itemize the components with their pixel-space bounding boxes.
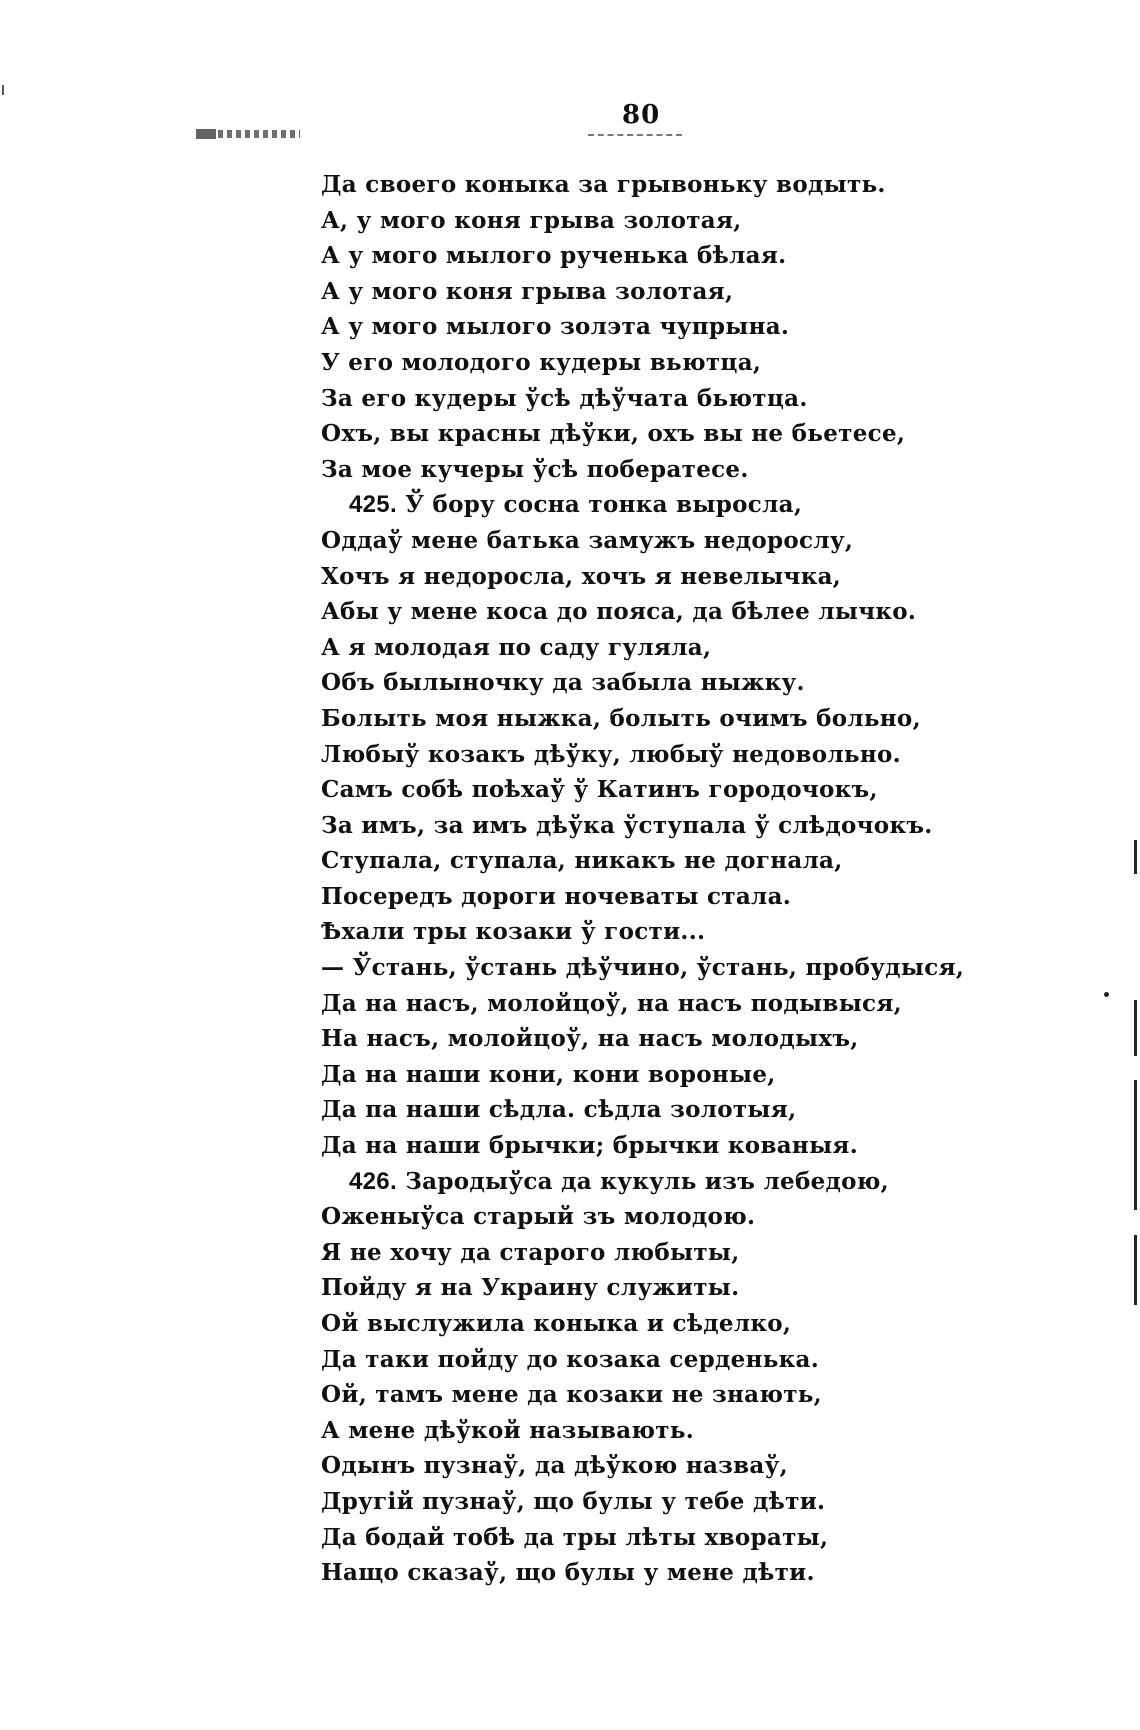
- verse-text: Ѣхали тры козаки ў гости...: [321, 918, 706, 946]
- verse-text: За мое кучеры ўсѣ побератесе.: [321, 455, 749, 483]
- verse-text: Да па наши сѣдла. сѣдла золотыя,: [321, 1096, 797, 1124]
- verse-text: Я не хочу да старого любыты,: [321, 1238, 740, 1266]
- verse-text: Да своего коныка за грывоньку водыть.: [321, 171, 886, 198]
- verse-text: Хочъ я недоросла, хочъ я невелычка,: [321, 562, 842, 590]
- verse-line: [321, 1128, 1101, 1164]
- verse-line: [321, 274, 1101, 310]
- scan-edge-mark: [1134, 1235, 1137, 1305]
- verse-line: [321, 737, 1101, 773]
- verse-text: А у мого коня грыва золотая,: [321, 277, 734, 305]
- verse-line: [321, 630, 1101, 666]
- scan-edge-mark: [2, 85, 4, 95]
- verse-text: Да на насъ, молойцоў, на насъ подывыся,: [321, 989, 902, 1017]
- verse-text: Да бодай тобѣ да тры лѣты хвораты,: [321, 1523, 829, 1551]
- verse-text: Одынъ пузнаў, да дѣўкою назваў,: [321, 1452, 788, 1480]
- scan-edge-mark: [1134, 840, 1137, 874]
- verse-text: Зародыўса да кукуль изъ лебедою,: [396, 1167, 889, 1195]
- verse-line: [321, 1306, 1101, 1342]
- verse-line: [321, 1235, 1101, 1271]
- verse-line: [321, 1555, 1101, 1591]
- verse-line: [321, 381, 1101, 417]
- page-number: 80: [622, 100, 661, 130]
- verse-text: Да на наши кони, кони вороные,: [321, 1060, 776, 1088]
- verse-text: Оддаў мене батька замужъ недорослу,: [321, 526, 854, 554]
- verse-text: Ступала, ступала, никакъ не догнала,: [321, 847, 843, 875]
- verse-line: [321, 594, 1101, 630]
- verse-line: [321, 701, 1101, 737]
- verse-text: Да на наши брычки; брычки кованыя.: [321, 1132, 859, 1160]
- verse-text: А у мого мылого золэта чупрына.: [321, 313, 790, 341]
- verse-text: Объ былыночку да забыла ныжку.: [321, 669, 805, 697]
- verse-line: [321, 1021, 1101, 1057]
- verse-line: [321, 238, 1101, 274]
- verse-line: [321, 1342, 1101, 1378]
- verse-line: [321, 167, 1101, 203]
- verse-text: Нащо сказаў, що булы у мене дѣти.: [321, 1559, 815, 1587]
- song-number: 426.: [349, 1167, 397, 1195]
- verse-line: [321, 523, 1101, 559]
- scan-edge-mark: [1134, 1080, 1137, 1210]
- song-start-line: [321, 1164, 1101, 1200]
- verse-text: А мене дѣўкой называють.: [321, 1416, 695, 1444]
- verse-line: [321, 772, 1101, 808]
- verse-line: [321, 1092, 1101, 1128]
- verse-line: [321, 843, 1101, 879]
- verse-line: [321, 1448, 1101, 1484]
- verse-line: [321, 1484, 1101, 1520]
- verse-line: [321, 309, 1101, 345]
- verse-text: Оженыўса старый зъ молодою.: [321, 1203, 756, 1231]
- verse-line: [321, 1199, 1101, 1235]
- verse-line: [321, 559, 1101, 595]
- verse-line: [321, 1057, 1101, 1093]
- poem-text-block: [321, 167, 1101, 1591]
- verse-line: [321, 452, 1101, 488]
- verse-text: За имъ, за имъ дѣўка ўступала ў слѣдочокъ.: [321, 811, 933, 839]
- song-number: 425.: [349, 491, 397, 519]
- verse-line: [321, 808, 1101, 844]
- verse-text: У его молодого кудеры вьютца,: [321, 348, 762, 376]
- header-ink-smudge: [200, 130, 300, 138]
- scan-edge-mark: [1134, 1000, 1137, 1056]
- verse-line: [321, 986, 1101, 1022]
- verse-text: Болыть моя ныжка, болыть очимъ больно,: [321, 704, 921, 732]
- verse-line: [321, 416, 1101, 452]
- verse-text: А я молодая по саду гуляла,: [321, 633, 712, 661]
- verse-text: Охъ, вы красны дѣўки, охъ вы не бьетесе,: [321, 420, 906, 448]
- verse-text: А у мого мылого рученька бѣлая.: [321, 242, 787, 270]
- verse-text: Ў бору сосна тонка выросла,: [396, 491, 803, 519]
- verse-line: [321, 345, 1101, 381]
- song-start-line: [321, 487, 1101, 523]
- verse-text: — Ўстань, ўстань дѣўчино, ўстань, пробудыся,: [321, 954, 965, 982]
- verse-text: Любыў козакъ дѣўку, любыў недовольно.: [321, 740, 901, 768]
- verse-text: Ой выслужила коныка и сѣделко,: [321, 1310, 792, 1337]
- verse-text: Посередъ дороги ночеваты стала.: [321, 882, 792, 910]
- verse-text: Абы у мене коса до пояса, да бѣлее лычко.: [321, 598, 917, 626]
- verse-line: [321, 1520, 1101, 1556]
- verse-line: [321, 1377, 1101, 1413]
- verse-line: [321, 950, 1101, 986]
- verse-text: Да таки пойду до козака серденька.: [321, 1345, 820, 1373]
- verse-text: А, у мого коня грыва золотая,: [321, 206, 742, 234]
- verse-text: Другій пузнаў, що булы у тебе дѣти.: [321, 1487, 826, 1515]
- verse-text: Самъ собѣ поѣхаў ў Катинъ городочокъ,: [321, 776, 878, 804]
- verse-text: На насъ, молойцоў, на насъ молодыхъ,: [321, 1025, 859, 1053]
- verse-text: Пойду я на Украину служиты.: [321, 1274, 740, 1302]
- verse-line: [321, 1270, 1101, 1306]
- verse-line: [321, 665, 1101, 701]
- scan-ink-dot: [1104, 992, 1109, 997]
- verse-line: [321, 1413, 1101, 1449]
- verse-line: [321, 879, 1101, 915]
- verse-line: [321, 203, 1101, 239]
- verse-line: [321, 914, 1101, 950]
- verse-text: За его кудеры ўсѣ дѣўчата бьютца.: [321, 384, 808, 412]
- verse-text: Ой, тамъ мене да козаки не знають,: [321, 1381, 822, 1409]
